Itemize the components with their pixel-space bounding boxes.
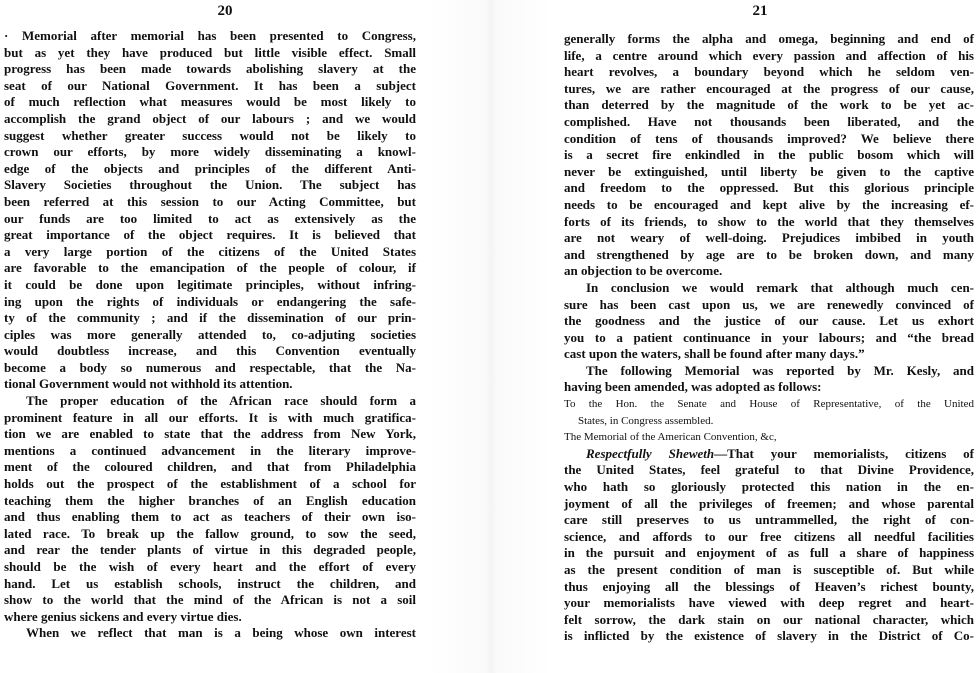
text-line: is inflicted by the existence of slavery in the District of Co-: [564, 628, 974, 644]
text-line: thus enjoying all the blessings of Heaven’s richest bounty,: [564, 578, 974, 594]
text-line: science, and affords to our free citizens all needful facilities: [564, 528, 974, 544]
text-line: the goodness and the justice of our cause. Let us exhort: [564, 313, 974, 329]
text-line: seat of our National Government. It has been a subject: [4, 77, 416, 93]
text-line: should be the wish of every heart and the effort of every: [4, 559, 416, 574]
text-line: your memorialists have viewed with deep regret and heart-: [564, 595, 974, 611]
text-line: who hath so gloriously protected this nation in the en-: [564, 479, 974, 495]
text-line: complished. Have not thousands been liberated, and the: [564, 113, 974, 129]
text-line: ty of the community ; and if the dissemination of our prin-: [4, 310, 416, 326]
text-line: suggest whether greater success would not be likely to: [4, 127, 416, 143]
text-line: life, a centre around which every passion and affection of his: [564, 47, 974, 63]
text-line: would doubtless increase, and this Convention eventually: [4, 343, 416, 359]
memorial-address-line: To the Hon. the Senate and House of Representative, of the United: [564, 398, 974, 411]
text-line: and freedom to the oppressed. But this glorious principle: [564, 180, 974, 196]
paragraph-start-line: The proper education of the African race should form a: [26, 393, 416, 409]
paragraph-end-line: having been amended, was adopted as follows:: [564, 379, 822, 395]
right-page: [552, 0, 978, 673]
text-line: edge of the objects and principles of the different Anti-: [4, 160, 416, 176]
text-line: needs to be encouraged and kept alive by the increasing ef-: [564, 196, 974, 212]
memorial-address-line: States, in Congress assembled.: [578, 414, 714, 427]
text-line: it could be done upon legitimate principles, without infring-: [4, 276, 416, 292]
text-line: lated race. To break up the fallow ground, to sow the seed,: [4, 525, 416, 541]
text-line: than deterred by the magnitude of the work to be yet ac-: [564, 97, 974, 113]
paragraph-start-line: When we reflect that man is a being whose own interest: [26, 625, 416, 641]
text-line: been referred at this session to our Acting Committee, but: [4, 193, 416, 209]
paragraph-start-line: The following Memorial was reported by Mr. Kesly, and: [586, 362, 974, 378]
text-line: as the present condition of man is susceptible of. But while: [564, 562, 974, 577]
text-line: accomplish the grand object of our labours ; and we would: [4, 110, 416, 126]
text-line: ciples was more generally attended to, co-adjuting societies: [4, 326, 416, 342]
paragraph-end-line: an objection to be overcome.: [564, 263, 723, 279]
text-line: are not weary of well-doing. Prejudices imbibed in youth: [564, 230, 974, 246]
paragraph-start-line: In conclusion we would remark that although much cen-: [586, 279, 974, 295]
text-line: a very large portion of the citizens of the United States: [4, 243, 416, 259]
text-line: ment of the coloured children, and that from Philadelphia: [4, 459, 416, 475]
text-line: sure has been cast upon us, we are renewedly convinced of: [564, 296, 974, 312]
text-line: progress has been made towards abolishing slavery at the: [4, 61, 416, 77]
text-line: care still preserves to us untrammelled, the right of con-: [564, 512, 974, 528]
text-line: joyment of all the privileges of freemen; and whose parental: [564, 495, 974, 511]
page-body: [4, 28, 416, 642]
text-line: show to the world that the mind of the African is not a soil: [4, 592, 416, 608]
text-line: you to a patient continuance in your labours; and “the bread: [564, 329, 974, 345]
text-line: felt sorrow, the dark stain on our national character, which: [564, 611, 974, 627]
text-line: and thus enabling them to act as teachers of their own iso-: [4, 509, 416, 525]
text-line: prominent feature in all our efforts. It is with much gratifica-: [4, 409, 416, 425]
text-line: tures, we are rather encouraged at the progress of our cause,: [564, 80, 974, 96]
text-line: heart revolves, a boundary beyond which he seldom ven-: [564, 64, 974, 80]
text-line: ing upon the rights of individuals or endangering the safe-: [4, 293, 416, 309]
bullet-mark: ·: [4, 28, 9, 43]
page-number: 21: [752, 3, 768, 19]
text-line: forts of its friends, to show to the world that they themselves: [564, 213, 974, 229]
text-line: never be extinguished, until liberty be given to the captive: [564, 163, 974, 179]
text-line: condition of tens of thousands improved? We believe there: [564, 130, 974, 146]
page-number: 20: [217, 3, 233, 19]
text-line: tion we are enabled to state that the address from New York,: [4, 426, 416, 442]
text-line: · Memorial after memorial has been presented to Congress,: [4, 28, 416, 43]
text-line: great importance of the object requires. It is believed that: [4, 227, 416, 243]
paragraph-end-line: tional Government would not withhold its attention.: [4, 376, 293, 392]
paragraph-end-line: where genius sickens and every virtue dies.: [4, 608, 242, 624]
text-line: holds out the prospect of the establishment of a school for: [4, 476, 416, 492]
text-line: and strengthened by age are to be broken down, and many: [564, 246, 974, 262]
text-line: become a body so numerous and respectable, that the Na-: [4, 359, 416, 375]
paragraph-end-line: cast upon the waters, shall be found after many days.”: [564, 346, 865, 362]
text-line: the United States, feel grateful to that Divine Providence,: [564, 462, 974, 478]
memorial-opening-text: —That your memorialists, citizens of: [714, 445, 974, 461]
text-line: our funds are too limited to act as extensively as the: [4, 210, 416, 226]
page-gutter: [430, 0, 552, 673]
page-body: [564, 31, 974, 645]
text-line: of much reflection what measures would be most likely to: [4, 94, 416, 110]
memorial-salutation: Respectfully Sheweth: [586, 445, 715, 461]
text-line: in the pursuit and enjoyment of as full a share of happiness: [564, 545, 974, 561]
memorial-opening-line: [564, 446, 974, 463]
text-line: crown our efforts, by more widely disseminating a knowl-: [4, 144, 416, 160]
text-line: is a secret fire enkindled in the public bosom which will: [564, 147, 974, 163]
memorial-title-line: The Memorial of the American Convention, &c,: [564, 431, 777, 444]
text-line: teaching them the higher branches of an English education: [4, 492, 416, 508]
text-line: Slavery Societies throughout the Union. The subject has: [4, 177, 416, 193]
left-page: [0, 0, 430, 673]
text-line: mentions a continued advancement in the literary improve-: [4, 442, 416, 458]
text-line: but as yet they have produced but little visible effect. Small: [4, 44, 416, 60]
text-line: and rear the tender plants of virtue in this degraded people,: [4, 542, 416, 558]
text-line: generally forms the alpha and omega, beginning and end of: [564, 31, 974, 46]
text-line: hand. Let us establish schools, instruct the children, and: [4, 575, 416, 591]
text-line: are favorable to the emancipation of the people of colour, if: [4, 260, 416, 276]
